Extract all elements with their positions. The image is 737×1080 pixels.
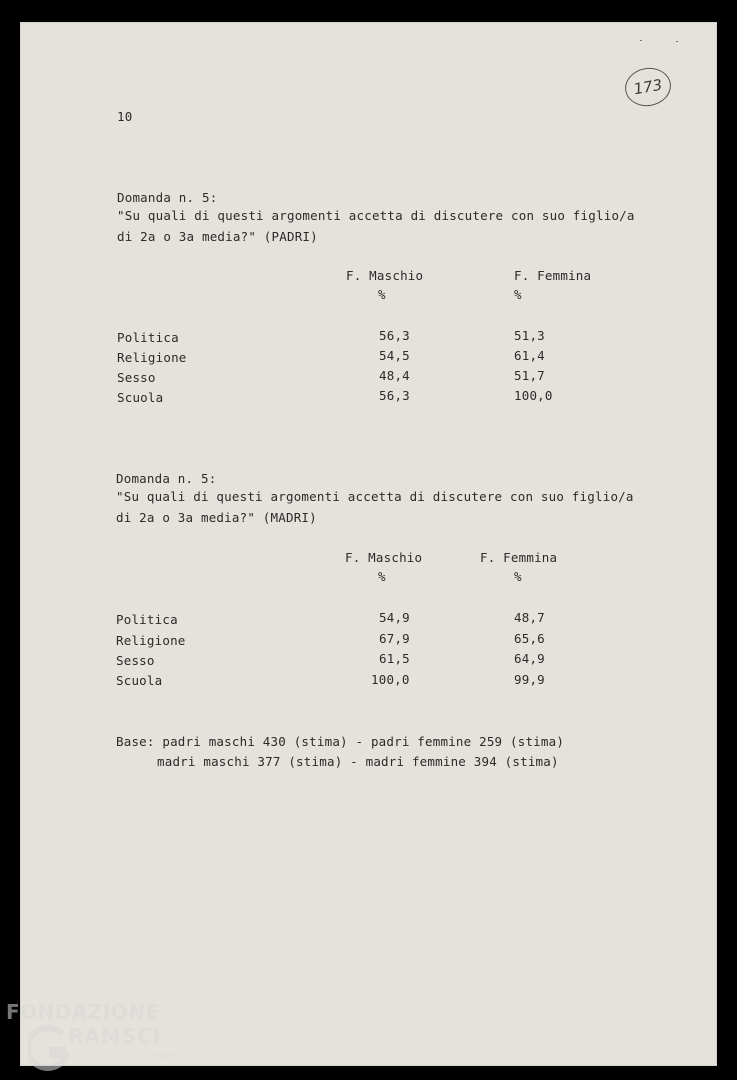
row-label: Sesso — [116, 653, 155, 668]
row-label: Politica — [117, 330, 179, 345]
column-header-maschio: F. Maschio — [345, 550, 423, 565]
value-femmina: 48,7 — [514, 610, 545, 625]
row-label: Scuola — [117, 390, 164, 405]
question-title: Domanda n. 5: — [117, 190, 218, 205]
paper-speck — [640, 40, 642, 41]
page-number: 10 — [117, 109, 133, 124]
value-femmina: 64,9 — [514, 651, 545, 666]
value-maschio: 54,9 — [379, 610, 410, 625]
value-femmina: 65,6 — [514, 631, 545, 646]
fondazione-gramsci-logo — [6, 1000, 196, 1076]
column-header-femmina: F. Femmina — [514, 268, 592, 283]
value-maschio: 67,9 — [379, 631, 410, 646]
question-title: Domanda n. 5: — [116, 471, 217, 486]
unit-percent: % — [378, 569, 386, 584]
unit-percent: % — [514, 287, 522, 302]
question-text-line: di 2a o 3a media?" (MADRI) — [116, 510, 317, 525]
value-femmina: 51,7 — [514, 368, 545, 383]
value-maschio: 54,5 — [379, 348, 410, 363]
base-note-line: Base: padri maschi 430 (stima) - padri femmine 259 (stima) — [116, 734, 565, 749]
value-maschio: 100,0 — [371, 672, 410, 687]
row-label: Religione — [117, 350, 187, 365]
value-femmina: 100,0 — [514, 388, 553, 403]
unit-percent: % — [378, 287, 386, 302]
archive-number: 173 — [632, 75, 664, 99]
document-page — [20, 22, 717, 1066]
column-header-femmina: F. Femmina — [480, 550, 558, 565]
row-label: Scuola — [116, 673, 163, 688]
unit-percent: % — [514, 569, 522, 584]
row-label: Sesso — [117, 370, 156, 385]
question-text-line: di 2a o 3a media?" (PADRI) — [117, 229, 318, 244]
archive-number-stamp — [622, 64, 674, 109]
base-note-line: madri maschi 377 (stima) - madri femmine 394 (stima) — [157, 754, 559, 769]
value-femmina: 99,9 — [514, 672, 545, 687]
logo-subtext: onlus — [148, 1050, 175, 1061]
question-text-line: "Su quali di questi argomenti accetta di discutere con suo figlio/a — [116, 489, 634, 504]
column-header-maschio: F. Maschio — [346, 268, 424, 283]
logo-text: FONDAZIONE — [6, 1000, 160, 1024]
value-femmina: 61,4 — [514, 348, 545, 363]
question-text-line: "Su quali di questi argomenti accetta di discutere con suo figlio/a — [117, 208, 635, 223]
row-label: Religione — [116, 633, 186, 648]
value-maschio: 61,5 — [379, 651, 410, 666]
value-maschio: 56,3 — [379, 328, 410, 343]
paper-speck — [676, 41, 678, 42]
value-femmina: 51,3 — [514, 328, 545, 343]
value-maschio: 48,4 — [379, 368, 410, 383]
row-label: Politica — [116, 612, 178, 627]
logo-text: RAMSCI — [68, 1024, 162, 1048]
logo-g-mark-icon — [28, 1024, 72, 1074]
value-maschio: 56,3 — [379, 388, 410, 403]
